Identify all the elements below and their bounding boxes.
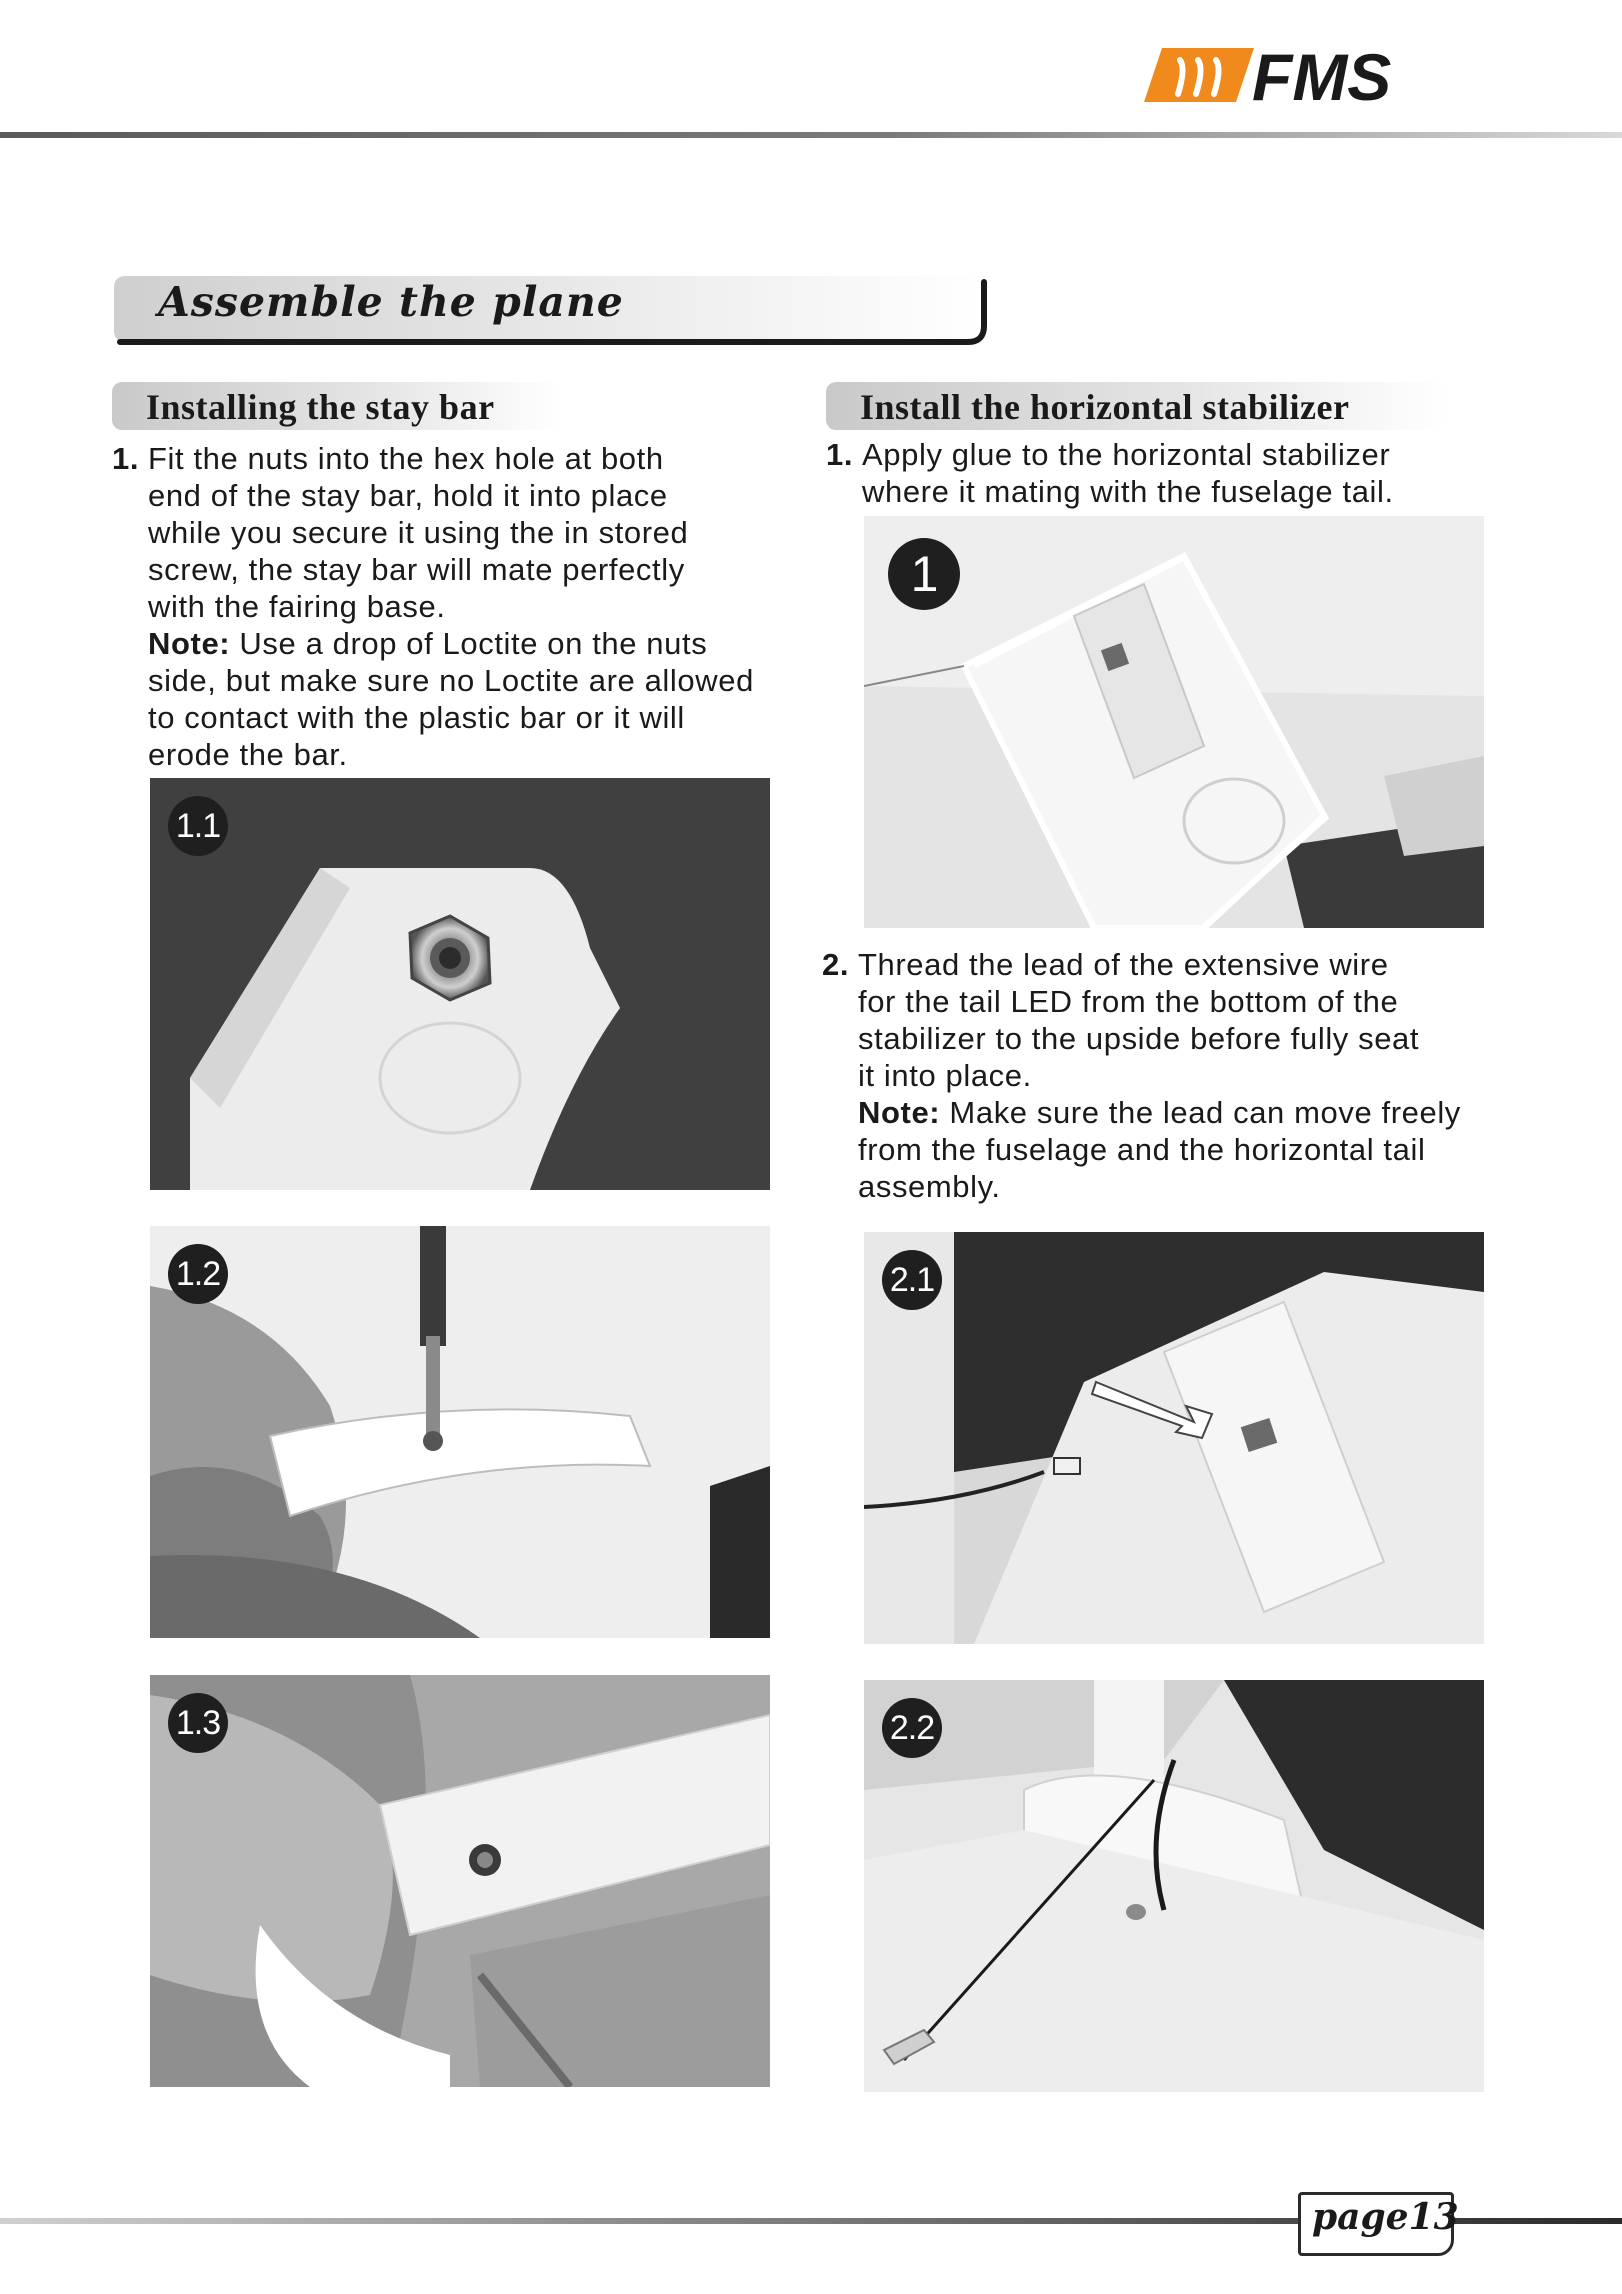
heading-stay-bar — [112, 382, 562, 430]
heading-horizontal-stabilizer-text: Install the horizontal stabilizer — [860, 387, 1350, 427]
step-line: it into place. — [858, 1058, 1032, 1093]
fms-logo — [1140, 38, 1470, 110]
photo-1-3 — [150, 1675, 770, 2087]
step-line: screw, the stay bar will mate perfectly — [148, 552, 685, 587]
stabilizer-step-1 — [826, 436, 1546, 516]
step-line: stabilizer to the upside before fully seat — [858, 1021, 1420, 1056]
note-label: Note: — [858, 1095, 941, 1130]
step-number: 2. — [822, 947, 850, 982]
heading-horizontal-stabilizer — [826, 382, 1446, 430]
step-line: for the tail LED from the bottom of the — [858, 984, 1399, 1019]
step-line: end of the stay bar, hold it into place — [148, 478, 668, 513]
note-text: Use a drop of Loctite on the nuts — [230, 626, 708, 661]
photo-2-1 — [864, 1232, 1484, 1644]
photo-1-stabilizer — [864, 516, 1484, 928]
step-line: with the fairing base. — [148, 589, 446, 624]
note-line: assembly. — [858, 1169, 1001, 1204]
photo-1-1 — [150, 778, 770, 1190]
note-text: Make sure the lead can move freely — [940, 1095, 1461, 1130]
photo-label: 1.2 — [168, 1244, 228, 1304]
step-number: 1. — [112, 441, 140, 476]
page-number: page13 — [1312, 2196, 1459, 2238]
logo-text: FMS — [1252, 40, 1392, 110]
step-number: 1. — [826, 437, 854, 472]
note-line: side, but make sure no Loctite are allowed — [148, 663, 754, 698]
section-title: Assemble the plane — [158, 278, 624, 326]
step-line: while you secure it using the in stored — [148, 515, 689, 550]
photo-label: 1 — [888, 538, 960, 610]
photo-label: 1.3 — [168, 1693, 228, 1753]
photo-2-2 — [864, 1680, 1484, 2092]
stay-bar-step-1 — [112, 440, 832, 780]
header-rule — [0, 132, 1622, 138]
note-line: from the fuselage and the horizontal tail — [858, 1132, 1426, 1167]
stabilizer-step-2 — [822, 946, 1562, 1206]
note-line: erode the bar. — [148, 737, 348, 772]
note-label: Note: — [148, 626, 231, 661]
step-line: Apply glue to the horizontal stabilizer — [862, 437, 1391, 472]
step-line: Thread the lead of the extensive wire — [858, 947, 1389, 982]
step-line: where it mating with the fuselage tail. — [862, 474, 1394, 509]
photo-label: 2.1 — [882, 1250, 942, 1310]
photo-1-2 — [150, 1226, 770, 1638]
note-line: to contact with the plastic bar or it will — [148, 700, 685, 735]
step-line: Fit the nuts into the hex hole at both — [148, 441, 664, 476]
photo-label: 1.1 — [168, 796, 228, 856]
heading-stay-bar-text: Installing the stay bar — [146, 387, 495, 427]
photo-label: 2.2 — [882, 1698, 942, 1758]
